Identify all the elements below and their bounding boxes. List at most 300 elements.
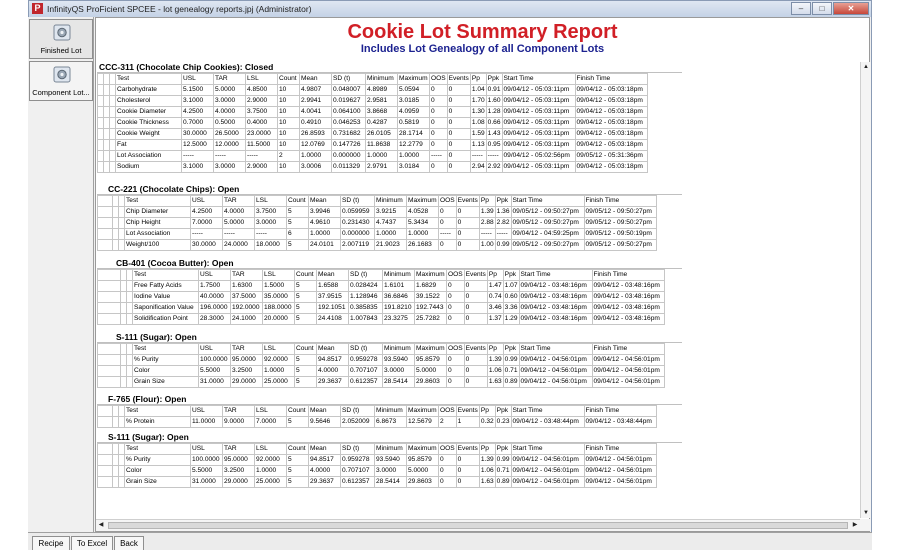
- test-name-cell: Iodine Value: [133, 292, 199, 303]
- table-cell: 0.707107: [341, 466, 375, 477]
- table-cell: 0.4287: [366, 118, 398, 129]
- column-header[interactable]: Ppk: [503, 270, 519, 281]
- table-cell: 4.0000: [214, 107, 246, 118]
- table-cell: 09/05/12 - 09:50:19pm: [584, 229, 656, 240]
- table-cell: 95.0000: [231, 355, 263, 366]
- table-row[interactable]: [98, 107, 648, 118]
- column-header[interactable]: OOS: [447, 270, 465, 281]
- table-cell: 92.0000: [263, 355, 295, 366]
- column-header[interactable]: Finish Time: [592, 270, 664, 281]
- table-cell: 4.0000: [309, 466, 341, 477]
- table-cell: 0: [447, 107, 470, 118]
- table-cell: 0: [430, 129, 448, 140]
- column-header[interactable]: Pp: [479, 444, 495, 455]
- table-cell: 1.59: [470, 129, 486, 140]
- column-header[interactable]: USL: [191, 196, 223, 207]
- table-cell: 09/04/12 - 05:02:56pm: [502, 151, 575, 162]
- column-header[interactable]: LSL: [255, 406, 287, 417]
- table-row[interactable]: [98, 477, 657, 488]
- bottom-toolbar: [28, 532, 872, 550]
- table-row[interactable]: [98, 85, 648, 96]
- table-cell: 28.5414: [383, 377, 415, 388]
- minimize-button[interactable]: –: [791, 2, 811, 15]
- scroll-left-icon[interactable]: ◀: [98, 522, 104, 528]
- test-name-cell: Free Fatty Acids: [133, 281, 199, 292]
- test-name-cell: Chip Diameter: [125, 207, 191, 218]
- table-cell: 1.29: [503, 314, 519, 325]
- table-cell: 1.007843: [349, 314, 383, 325]
- scroll-up-icon[interactable]: ▲: [863, 64, 869, 70]
- table-cell: 4.8500: [246, 85, 278, 96]
- table-cell: 0: [430, 107, 448, 118]
- lot-test-table: [97, 269, 665, 325]
- table-cell: 0.059959: [341, 207, 375, 218]
- column-header[interactable]: OOS: [439, 444, 457, 455]
- column-header[interactable]: TAR: [223, 196, 255, 207]
- horizontal-scrollbar[interactable]: [96, 519, 860, 531]
- column-header[interactable]: Ppk: [495, 196, 511, 207]
- column-header[interactable]: SD (t): [349, 344, 383, 355]
- table-cell: 5.5000: [199, 366, 231, 377]
- table-cell: 5: [295, 366, 317, 377]
- table-cell: 1.39: [479, 455, 495, 466]
- column-header[interactable]: Count: [295, 344, 317, 355]
- table-cell: 0: [464, 303, 487, 314]
- column-header[interactable]: Start Time: [511, 196, 584, 207]
- column-header[interactable]: Maximum: [407, 196, 439, 207]
- table-cell: -----: [182, 151, 214, 162]
- column-header[interactable]: Minimum: [383, 344, 415, 355]
- column-header[interactable]: SD (t): [341, 196, 375, 207]
- table-row[interactable]: [98, 366, 665, 377]
- table-cell: 20.0000: [263, 314, 295, 325]
- column-header[interactable]: Pp: [479, 196, 495, 207]
- column-header[interactable]: Minimum: [375, 406, 407, 417]
- horizontal-scroll-thumb[interactable]: [108, 522, 848, 529]
- table-cell: 1.70: [470, 96, 486, 107]
- column-header[interactable]: Count: [287, 196, 309, 207]
- test-name-cell: Cookie Diameter: [116, 107, 182, 118]
- table-cell: 09/04/12 - 05:03:11pm: [502, 96, 575, 107]
- table-cell: 26.0105: [366, 129, 398, 140]
- table-row[interactable]: [98, 118, 648, 129]
- column-header[interactable]: USL: [182, 74, 214, 85]
- table-cell: 5.0594: [398, 85, 430, 96]
- table-cell: 0: [447, 292, 465, 303]
- table-cell: 3.36: [503, 303, 519, 314]
- table-cell: 21.9023: [375, 240, 407, 251]
- table-cell: 0: [447, 118, 470, 129]
- column-header[interactable]: Test: [125, 196, 191, 207]
- column-header[interactable]: USL: [191, 406, 223, 417]
- left-nav-panel: [28, 17, 94, 532]
- column-header[interactable]: TAR: [231, 344, 263, 355]
- table-cell: 7.0000: [191, 218, 223, 229]
- table-cell: 2.92: [486, 162, 502, 173]
- table-cell: 2.052009: [341, 417, 375, 428]
- table-cell: 0.99: [495, 455, 511, 466]
- column-header[interactable]: Maximum: [398, 74, 430, 85]
- table-row[interactable]: [98, 417, 657, 428]
- scroll-down-icon[interactable]: ▼: [863, 510, 869, 516]
- table-cell: 1.06: [487, 366, 503, 377]
- table-cell: 0.707107: [349, 366, 383, 377]
- table-cell: 1.0000: [366, 151, 398, 162]
- row-spacer-cell: [98, 466, 113, 477]
- column-header[interactable]: Start Time: [519, 270, 592, 281]
- column-header[interactable]: Start Time: [502, 74, 575, 85]
- row-spacer-cell: [98, 292, 121, 303]
- column-header[interactable]: SD (t): [341, 406, 375, 417]
- table-cell: 09/04/12 - 04:56:01pm: [584, 477, 656, 488]
- table-cell: 4.9610: [309, 218, 341, 229]
- table-cell: 0.019627: [332, 96, 366, 107]
- table-cell: 94.8517: [309, 455, 341, 466]
- table-cell: 1.30: [470, 107, 486, 118]
- column-header[interactable]: Mean: [309, 196, 341, 207]
- lot-heading[interactable]: [97, 258, 682, 269]
- table-cell: 0: [447, 85, 470, 96]
- column-header[interactable]: Test: [133, 344, 199, 355]
- column-header[interactable]: USL: [191, 444, 223, 455]
- column-header[interactable]: Maximum: [407, 406, 439, 417]
- table-cell: 0: [439, 477, 457, 488]
- column-header[interactable]: LSL: [255, 444, 287, 455]
- table-cell: 1.0000: [375, 229, 407, 240]
- column-header[interactable]: OOS: [447, 344, 465, 355]
- table-cell: 39.1522: [415, 292, 447, 303]
- table-cell: 37.5000: [231, 292, 263, 303]
- column-header[interactable]: Finish Time: [584, 406, 656, 417]
- table-cell: 2.9000: [246, 162, 278, 173]
- table-cell: 24.0000: [223, 240, 255, 251]
- column-header[interactable]: Test: [125, 406, 191, 417]
- table-cell: 09/04/12 - 04:56:01pm: [584, 455, 656, 466]
- row-spacer-cell: [98, 303, 121, 314]
- lot-heading-text: S-111 (Sugar): Open: [108, 432, 189, 442]
- column-header[interactable]: USL: [199, 344, 231, 355]
- window-title-bar[interactable]: [28, 0, 872, 17]
- table-cell: 4.9807: [300, 85, 332, 96]
- finished-lot-button[interactable]: [29, 19, 93, 59]
- row-spacer-cell: [98, 355, 121, 366]
- table-row[interactable]: [98, 151, 648, 162]
- table-cell: 1.0000: [300, 151, 332, 162]
- column-header[interactable]: Mean: [309, 444, 341, 455]
- row-spacer-cell: [98, 406, 113, 417]
- column-header[interactable]: Events: [456, 406, 479, 417]
- table-cell: 1.43: [486, 129, 502, 140]
- table-cell: 0: [430, 118, 448, 129]
- table-cell: 10: [278, 118, 300, 129]
- table-cell: 09/04/12 - 04:56:01pm: [584, 466, 656, 477]
- table-cell: 09/04/12 - 03:48:16pm: [519, 314, 592, 325]
- column-header[interactable]: Events: [464, 270, 487, 281]
- table-row[interactable]: [98, 281, 665, 292]
- table-cell: 0.32: [479, 417, 495, 428]
- column-header[interactable]: Pp: [487, 270, 503, 281]
- column-header[interactable]: Pp: [470, 74, 486, 85]
- table-row[interactable]: [98, 466, 657, 477]
- test-name-cell: % Purity: [125, 455, 191, 466]
- table-cell: 10: [278, 85, 300, 96]
- column-header[interactable]: Count: [295, 270, 317, 281]
- column-header[interactable]: Events: [464, 344, 487, 355]
- table-cell: 0.385835: [349, 303, 383, 314]
- column-header[interactable]: Minimum: [383, 270, 415, 281]
- table-cell: 0: [456, 207, 479, 218]
- column-header[interactable]: Ppk: [495, 406, 511, 417]
- table-cell: 3.2500: [223, 466, 255, 477]
- table-cell: 5.0000: [223, 218, 255, 229]
- lot-heading[interactable]: [97, 432, 682, 443]
- table-cell: 29.8603: [407, 477, 439, 488]
- table-cell: -----: [470, 151, 486, 162]
- column-header[interactable]: Count: [287, 444, 309, 455]
- column-header[interactable]: SD (t): [349, 270, 383, 281]
- table-cell: 5.0000: [415, 366, 447, 377]
- table-cell: 36.6846: [383, 292, 415, 303]
- table-row[interactable]: [98, 455, 657, 466]
- table-cell: 1.6300: [231, 281, 263, 292]
- column-header[interactable]: SD (t): [332, 74, 366, 85]
- scroll-right-icon[interactable]: ▶: [852, 522, 858, 528]
- table-cell: 0.60: [503, 292, 519, 303]
- table-cell: 09/05/12 - 05:31:36pm: [575, 151, 647, 162]
- table-row[interactable]: [98, 129, 648, 140]
- table-cell: 0: [447, 140, 470, 151]
- table-cell: 23.3275: [383, 314, 415, 325]
- column-header[interactable]: Maximum: [415, 270, 447, 281]
- table-cell: 192.0000: [231, 303, 263, 314]
- row-spacer-cell: [98, 207, 113, 218]
- table-row[interactable]: [98, 303, 665, 314]
- table-cell: 6.8673: [375, 417, 407, 428]
- table-cell: 93.5940: [383, 355, 415, 366]
- table-cell: 1.0000: [255, 466, 287, 477]
- table-cell: 3.0000: [214, 162, 246, 173]
- column-header[interactable]: Minimum: [375, 444, 407, 455]
- table-cell: 3.0000: [214, 96, 246, 107]
- table-cell: 0: [447, 366, 465, 377]
- table-cell: 3.8668: [366, 107, 398, 118]
- column-header[interactable]: OOS: [439, 406, 457, 417]
- table-cell: 0: [456, 218, 479, 229]
- column-header[interactable]: Mean: [309, 406, 341, 417]
- table-row[interactable]: [98, 229, 657, 240]
- column-header[interactable]: Start Time: [519, 344, 592, 355]
- table-cell: 0: [456, 229, 479, 240]
- table-cell: 37.9515: [317, 292, 349, 303]
- table-cell: 92.0000: [255, 455, 287, 466]
- column-header[interactable]: Test: [133, 270, 199, 281]
- column-header[interactable]: LSL: [263, 344, 295, 355]
- column-header[interactable]: USL: [199, 270, 231, 281]
- column-header[interactable]: Ppk: [503, 344, 519, 355]
- table-cell: 11.5000: [246, 140, 278, 151]
- table-row[interactable]: [98, 355, 665, 366]
- row-spacer-cell: [98, 455, 113, 466]
- lot-heading[interactable]: [97, 394, 682, 405]
- table-cell: 10: [278, 140, 300, 151]
- table-cell: 1.6588: [317, 281, 349, 292]
- table-cell: 09/04/12 - 03:48:16pm: [592, 303, 664, 314]
- test-name-cell: Carbohydrate: [116, 85, 182, 96]
- row-spacer-cell: [98, 314, 121, 325]
- table-cell: 10: [278, 96, 300, 107]
- table-cell: 0.74: [487, 292, 503, 303]
- table-cell: 0: [464, 314, 487, 325]
- table-row[interactable]: [98, 292, 665, 303]
- table-cell: 192.7443: [415, 303, 447, 314]
- table-cell: 192.1051: [317, 303, 349, 314]
- table-cell: 09/04/12 - 03:48:44pm: [511, 417, 584, 428]
- table-cell: 5: [287, 477, 309, 488]
- column-header[interactable]: Events: [456, 444, 479, 455]
- lot-heading-text: CB-401 (Cocoa Butter): Open: [116, 258, 234, 268]
- table-cell: 0.046253: [332, 118, 366, 129]
- column-header[interactable]: Count: [287, 406, 309, 417]
- table-row[interactable]: [98, 140, 648, 151]
- table-row[interactable]: [98, 207, 657, 218]
- table-cell: 2.007119: [341, 240, 375, 251]
- table-cell: -----: [223, 229, 255, 240]
- column-header[interactable]: Test: [116, 74, 182, 85]
- column-header[interactable]: Maximum: [407, 444, 439, 455]
- row-spacer-cell: [98, 218, 113, 229]
- close-button[interactable]: ✕: [833, 2, 869, 15]
- table-cell: 31.0000: [191, 477, 223, 488]
- column-header[interactable]: Ppk: [495, 444, 511, 455]
- lot-heading[interactable]: [97, 184, 682, 195]
- table-cell: 26.8593: [300, 129, 332, 140]
- table-cell: 5: [295, 314, 317, 325]
- column-header[interactable]: LSL: [255, 196, 287, 207]
- column-header[interactable]: Maximum: [415, 344, 447, 355]
- table-cell: 0.99: [495, 240, 511, 251]
- column-header[interactable]: TAR: [223, 444, 255, 455]
- lot-group: [97, 258, 682, 325]
- test-name-cell: Fat: [116, 140, 182, 151]
- table-cell: 11.0000: [191, 417, 223, 428]
- column-header[interactable]: Finish Time: [584, 444, 656, 455]
- table-row[interactable]: [98, 240, 657, 251]
- back-button[interactable]: Back: [114, 536, 144, 550]
- table-cell: 1.60: [486, 96, 502, 107]
- lot-heading-text: CCC-311 (Chocolate Chip Cookies): Closed: [99, 62, 274, 72]
- table-cell: 09/04/12 - 03:48:16pm: [519, 292, 592, 303]
- table-cell: 0.000000: [332, 151, 366, 162]
- table-cell: 0.89: [495, 477, 511, 488]
- column-header[interactable]: Mean: [317, 270, 349, 281]
- table-row[interactable]: [98, 314, 665, 325]
- table-cell: 09/04/12 - 03:48:16pm: [592, 281, 664, 292]
- test-name-cell: % Protein: [125, 417, 191, 428]
- column-header[interactable]: TAR: [214, 74, 246, 85]
- table-cell: 09/04/12 - 04:56:01pm: [592, 355, 664, 366]
- table-cell: 4.0000: [223, 207, 255, 218]
- column-header[interactable]: Pp: [479, 406, 495, 417]
- column-header[interactable]: Start Time: [511, 406, 584, 417]
- column-header[interactable]: Events: [456, 196, 479, 207]
- table-row[interactable]: [98, 218, 657, 229]
- recipe-button[interactable]: Recipe: [32, 536, 70, 550]
- table-cell: 94.8517: [317, 355, 349, 366]
- column-header[interactable]: Events: [447, 74, 470, 85]
- column-header[interactable]: Count: [278, 74, 300, 85]
- table-row[interactable]: [98, 96, 648, 107]
- column-header[interactable]: LSL: [246, 74, 278, 85]
- table-cell: 0.028424: [349, 281, 383, 292]
- column-header[interactable]: Finish Time: [575, 74, 647, 85]
- column-header[interactable]: OOS: [430, 74, 448, 85]
- component-lot-button[interactable]: [29, 61, 93, 101]
- table-cell: 0.4000: [246, 118, 278, 129]
- column-header[interactable]: Test: [125, 444, 191, 455]
- table-cell: 0.99: [503, 355, 519, 366]
- window-title: InfinityQS ProFicient SPCEE - lot genealogy reports.jpj (Administrator): [47, 4, 312, 14]
- vertical-scrollbar[interactable]: [860, 62, 871, 518]
- table-cell: 0.612357: [349, 377, 383, 388]
- column-header[interactable]: Finish Time: [584, 196, 656, 207]
- column-header[interactable]: LSL: [263, 270, 295, 281]
- lot-heading[interactable]: [97, 332, 682, 343]
- column-header[interactable]: Start Time: [511, 444, 584, 455]
- app-icon: P: [32, 3, 43, 14]
- lot-heading[interactable]: [97, 62, 682, 73]
- table-cell: 29.8603: [415, 377, 447, 388]
- column-header[interactable]: OOS: [439, 196, 457, 207]
- to-excel-button[interactable]: To Excel: [71, 536, 113, 550]
- column-header[interactable]: Minimum: [366, 74, 398, 85]
- table-cell: 0: [439, 218, 457, 229]
- table-cell: 09/04/12 - 04:56:01pm: [519, 355, 592, 366]
- table-cell: 09/04/12 - 04:56:01pm: [519, 366, 592, 377]
- column-header[interactable]: Finish Time: [592, 344, 664, 355]
- scroll-corner: [860, 519, 871, 531]
- table-row[interactable]: [98, 162, 648, 173]
- lot-test-table: [97, 195, 657, 251]
- table-cell: 0: [439, 240, 457, 251]
- column-header[interactable]: Ppk: [486, 74, 502, 85]
- table-cell: 0.5000: [214, 118, 246, 129]
- column-header[interactable]: TAR: [223, 406, 255, 417]
- column-header[interactable]: Mean: [300, 74, 332, 85]
- column-header[interactable]: SD (t): [341, 444, 375, 455]
- table-cell: 18.0000: [255, 240, 287, 251]
- table-cell: 0.612357: [341, 477, 375, 488]
- column-header[interactable]: TAR: [231, 270, 263, 281]
- table-cell: 09/04/12 - 03:48:16pm: [592, 292, 664, 303]
- table-cell: -----: [191, 229, 223, 240]
- row-spacer-cell: [98, 229, 113, 240]
- column-header[interactable]: Mean: [317, 344, 349, 355]
- table-cell: 1.0000: [398, 151, 430, 162]
- table-row[interactable]: [98, 377, 665, 388]
- test-name-cell: Solidification Point: [133, 314, 199, 325]
- table-cell: 12.5679: [407, 417, 439, 428]
- table-cell: 1.07: [503, 281, 519, 292]
- table-cell: 31.0000: [199, 377, 231, 388]
- lot-test-table: [97, 405, 657, 428]
- table-cell: 3.0000: [383, 366, 415, 377]
- table-cell: 9.5646: [309, 417, 341, 428]
- table-cell: 0.731682: [332, 129, 366, 140]
- maximize-button[interactable]: □: [812, 2, 832, 15]
- column-header[interactable]: Pp: [487, 344, 503, 355]
- column-header[interactable]: Minimum: [375, 196, 407, 207]
- table-cell: 1.7500: [199, 281, 231, 292]
